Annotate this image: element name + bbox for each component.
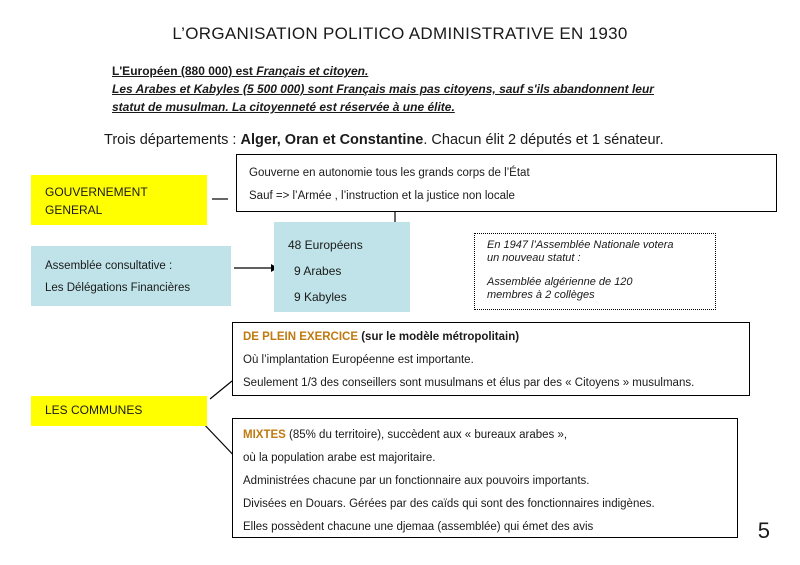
mixtes-line-3: Divisées en Douars. Gérées par des caïds qui sont des fonctionnaires indigènes. <box>243 498 655 510</box>
gouvernement-label-line-1: GOUVERNEMENT <box>45 185 148 199</box>
plein-exercice-heading <box>243 326 749 349</box>
intro-european: L'Européen (880 000) est <box>112 64 257 78</box>
communes-label-text: LES COMMUNES <box>45 403 143 417</box>
mixtes-heading <box>243 424 737 447</box>
note-1947-line-2: un nouveau statut : <box>487 252 581 264</box>
departments-prefix: Trois départements : <box>104 132 241 148</box>
note-1947-line-3: Assemblée algérienne de 120 <box>487 276 633 288</box>
mixtes-subtitle: (85% du territoire), succèdent aux « bureaux arabes », <box>285 429 568 441</box>
mixtes-title: MIXTES <box>243 429 286 441</box>
mixtes-box <box>232 418 738 538</box>
mixtes-line-1: où la population arabe est majoritaire. <box>243 452 436 464</box>
assemblee-label <box>31 246 231 306</box>
assemblee-members-box <box>274 222 410 312</box>
members-europeens: 48 Européens <box>288 238 363 252</box>
gouvernement-general-label <box>31 175 207 225</box>
plein-exercice-subtitle: (sur le modèle métropolitain) <box>358 331 520 343</box>
plein-exercice-box <box>232 322 750 396</box>
page-number: 5 <box>757 518 770 543</box>
plein-exercice-title: DE PLEIN EXERCICE <box>243 331 359 343</box>
intro-line-2: Les Arabes et Kabyles (5 500 000) sont Français mais pas citoyens, sauf s'ils abandonnent leur <box>112 82 654 96</box>
note-1947-box <box>474 233 716 310</box>
note-1947-line-4: membres à 2 collèges <box>487 289 595 301</box>
departments-suffix: . Chacun élit 2 députés et 1 sénateur. <box>423 132 664 148</box>
communes-to-plein-line <box>210 381 232 399</box>
mixtes-line-2: Administrées chacune par un fonctionnaire aux pouvoirs importants. <box>243 475 590 487</box>
note-1947-line-1: En 1947 l’Assemblée Nationale votera <box>487 239 674 251</box>
communes-label <box>31 396 207 426</box>
assemblee-label-line-2: Les Délégations Financières <box>45 282 191 294</box>
gouvernement-description-box <box>236 154 777 212</box>
departments-names: Alger, Oran et Constantine <box>240 132 424 148</box>
gouvernement-desc-2: Sauf => l’Armée , l’instruction et la justice non locale <box>249 190 515 202</box>
page-title: L’ORGANISATION POLITICO ADMINISTRATIVE EN 1930 <box>172 24 628 43</box>
assemblee-label-line-1: Assemblée consultative : <box>45 260 173 272</box>
gouvernement-desc-1: Gouverne en autonomie tous les grands corps de l’État <box>249 167 530 179</box>
intro-citizen: Français et citoyen. <box>256 64 369 78</box>
gouvernement-label-line-2: GENERAL <box>45 203 103 217</box>
intro-line-3: statut de musulman. La citoyenneté est réservée à une élite. <box>112 100 455 114</box>
plein-exercice-line-2: Seulement 1/3 des conseillers sont musulmans et élus par des « Citoyens » musulmans. <box>243 377 695 389</box>
mixtes-line-4: Elles possèdent chacune une djemaa (assemblée) qui émet des avis <box>243 521 594 533</box>
members-arabes: 9 Arabes <box>294 264 342 278</box>
members-kabyles: 9 Kabyles <box>294 290 347 304</box>
plein-exercice-line-1: Où l’implantation Européenne est importante. <box>243 354 474 366</box>
